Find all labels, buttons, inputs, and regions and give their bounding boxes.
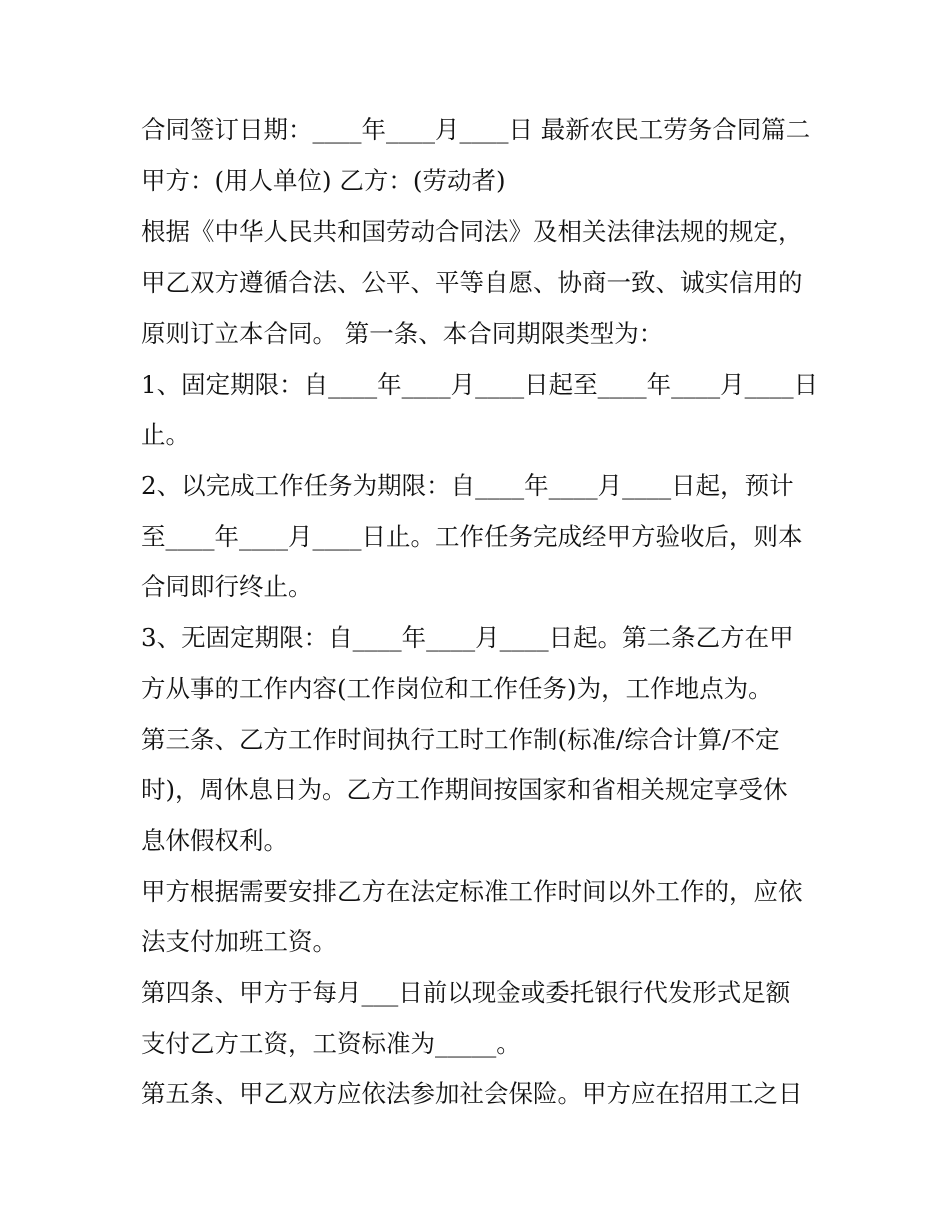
text-line: 方从事的工作内容(工作岗位和工作任务)为，工作地点为。	[141, 674, 773, 703]
text-line: 合同即行终止。	[141, 572, 313, 601]
text-line: 甲方根据需要安排乙方在法定标准工作时间以外工作的，应依	[141, 877, 803, 906]
text-line: 第三条、乙方工作时间执行工时工作制(标准/综合计算/不定	[141, 725, 780, 754]
text-line: 止。	[141, 420, 190, 449]
text-line: 法支付加班工资。	[141, 927, 337, 956]
text-line: 合同签订日期：____年____月____日 最新农民工劳务合同篇二	[141, 115, 811, 144]
text-line: 时)，周休息日为。乙方工作期间按国家和省相关规定享受休	[141, 775, 788, 804]
text-line: 第五条、甲乙双方应依法参加社会保险。甲方应在招用工之日	[141, 1079, 803, 1108]
text-line: 甲方：(用人单位) 乙方：(劳动者)	[141, 166, 506, 195]
text-line: 2、以完成工作任务为期限：自____年____月____日起，预计	[141, 471, 794, 500]
text-line: 甲乙双方遵循合法、公平、平等自愿、协商一致、诚实信用的	[141, 268, 803, 297]
text-line: 至____年____月____日止。工作任务完成经甲方验收后，则本	[141, 522, 803, 551]
text-line: 1、固定期限：自____年____月____日起至____年____月____日	[141, 370, 819, 399]
text-line: 息休假权利。	[141, 826, 288, 855]
text-line: 支付乙方工资，工资标准为_____。	[141, 1029, 521, 1058]
text-line: 3、无固定期限：自____年____月____日起。第二条乙方在甲	[141, 623, 794, 652]
text-line: 第四条、甲方于每月___日前以现金或委托银行代发形式足额	[141, 978, 791, 1007]
text-line: 根据《中华人民共和国劳动合同法》及相关法律法规的规定，	[141, 217, 803, 246]
text-line: 原则订立本合同。 第一条、本合同期限类型为：	[141, 319, 664, 348]
